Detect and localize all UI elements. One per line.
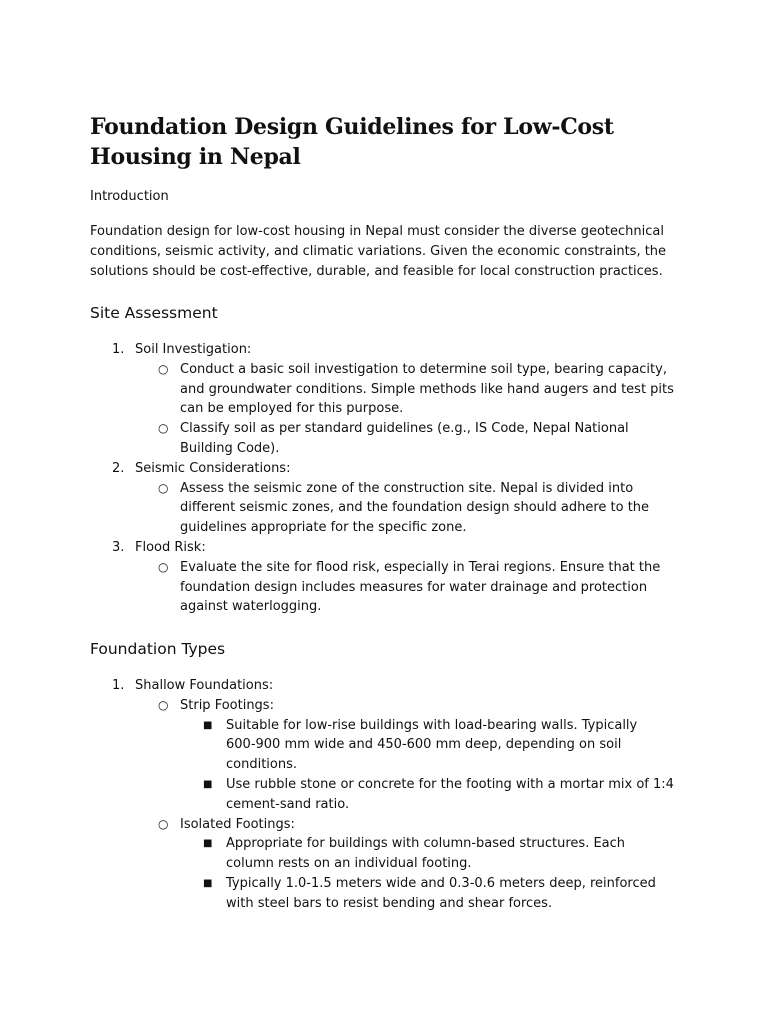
square-bullet-icon: ■	[203, 719, 213, 731]
list-bullet	[90, 558, 690, 617]
bullet-text: Classify soil as per standard guidelines (e.g., IS Code, Nepal National Building Code).	[180, 421, 629, 456]
foundation-types-heading: Foundation Types	[90, 640, 226, 658]
foundation-types-list	[90, 676, 690, 914]
list-bullet	[90, 419, 690, 459]
list-item-seismic-considerations	[90, 459, 690, 479]
list-item-shallow-foundations	[90, 676, 690, 696]
square-bullet-icon: ■	[203, 778, 213, 790]
list-bullet	[90, 874, 690, 914]
list-item-flood-risk	[90, 538, 690, 558]
list-number: 2.	[112, 460, 125, 476]
list-item-soil-investigation	[90, 340, 690, 360]
hollow-bullet-icon: ○	[158, 697, 169, 712]
bullet-text: Conduct a basic soil investigation to determine soil type, bearing capacity, and groundwater conditions. Simple methods like hand augers and test pits can be employed for this purpose.	[180, 361, 674, 417]
hollow-bullet-icon: ○	[158, 480, 169, 495]
list-bullet	[90, 716, 690, 775]
square-bullet-icon: ■	[203, 877, 213, 889]
site-assessment-heading: Site Assessment	[90, 304, 218, 322]
list-subitem-isolated-footings	[90, 815, 690, 835]
square-bullet-icon: ■	[203, 838, 213, 850]
hollow-bullet-icon: ○	[158, 559, 169, 574]
page-title: Foundation Design Guidelines for Low-Cost Housing in Nepal	[90, 114, 614, 170]
hollow-bullet-icon: ○	[158, 816, 169, 831]
hollow-bullet-icon: ○	[158, 361, 169, 376]
list-item-label: Soil Investigation:	[135, 342, 252, 357]
bullet-text: Use rubble stone or concrete for the footing with a mortar mix of 1:4 cement-sand ratio.	[226, 776, 674, 812]
bullet-text: Typically 1.0-1.5 meters wide and 0.3-0.6 meters deep, reinforced with steel bars to resist bending and shear forces.	[226, 875, 656, 911]
list-bullet	[90, 479, 690, 538]
list-item-label: Flood Risk:	[135, 539, 206, 555]
bullet-text: Appropriate for buildings with column-based structures. Each column rests on an individual footing.	[226, 836, 626, 872]
bullet-text: Evaluate the site for flood risk, especially in Terai regions. Ensure that the foundation design includes measures for water drainage and protection against waterlogging.	[180, 559, 661, 615]
intro-heading: Introduction	[90, 189, 169, 204]
subitem-label: Isolated Footings:	[180, 816, 295, 832]
list-number: 3.	[112, 539, 125, 555]
hollow-bullet-icon: ○	[158, 421, 169, 436]
list-number: 1.	[112, 678, 125, 693]
list-item-label: Seismic Considerations:	[135, 460, 291, 476]
list-item-label: Shallow Foundations:	[135, 678, 274, 693]
list-number: 1.	[112, 342, 125, 357]
subitem-label: Strip Footings:	[180, 697, 274, 713]
bullet-text: Suitable for low-rise buildings with load-bearing walls. Typically 600-900 mm wide and 450-600 mm deep, depending on soil conditions.	[226, 717, 638, 773]
intro-paragraph: Foundation design for low-cost housing in Nepal must consider the diverse geotechnical conditions, seismic activity, and climatic variations. Given the economic constraints, the solutions should be cost-effective, durable, and feasible for local construction practices.	[90, 224, 667, 279]
list-bullet	[90, 360, 690, 419]
list-subitem-strip-footings	[90, 696, 690, 716]
bullet-text: Assess the seismic zone of the construction site. Nepal is divided into different seismic zones, and the foundation design should adhere to the guidelines appropriate for the specific zone.	[180, 480, 650, 536]
site-assessment-list	[90, 340, 690, 617]
list-bullet	[90, 834, 690, 874]
list-bullet	[90, 775, 690, 815]
